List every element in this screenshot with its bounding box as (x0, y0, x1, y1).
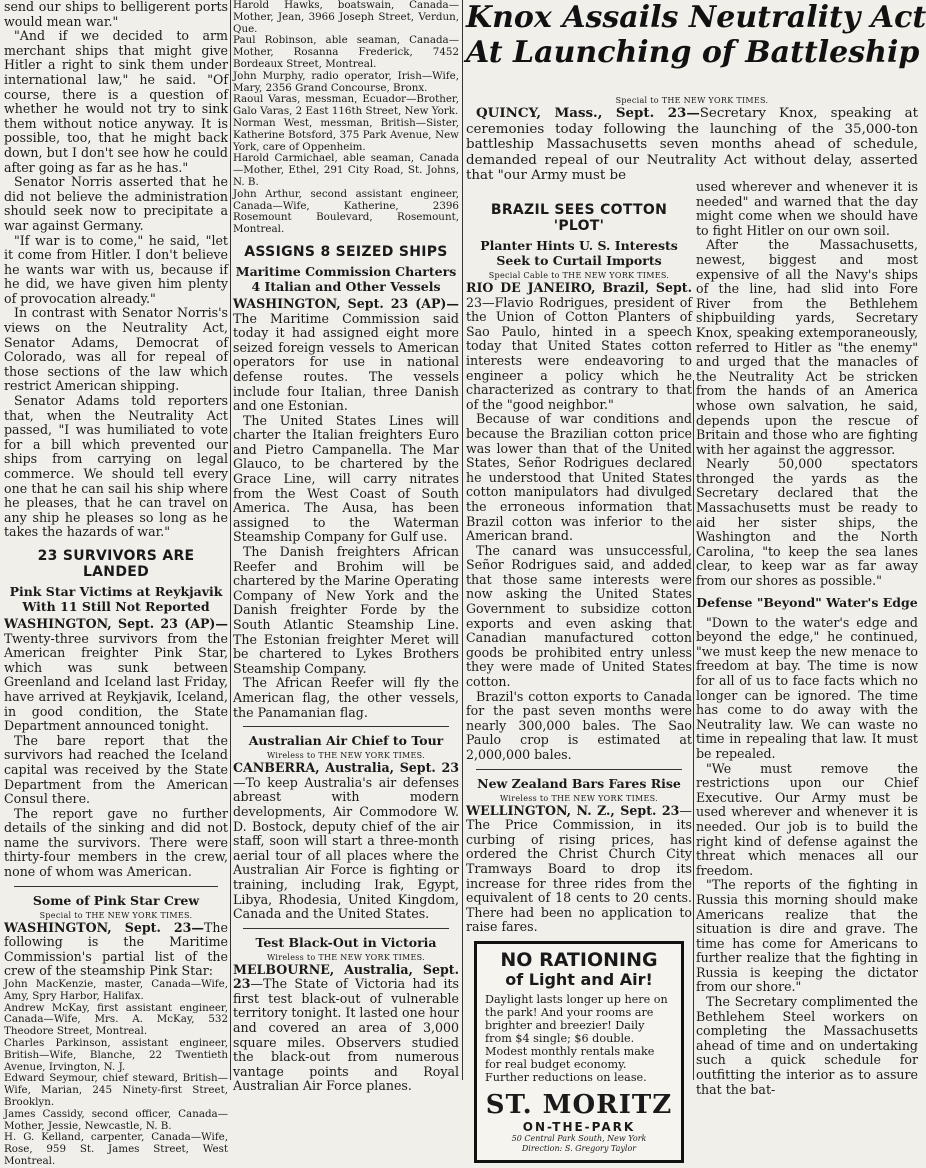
credit-line: Wireless to THE NEW YORK TIMES. (266, 952, 426, 962)
ad-subheadline: of Light and Air! (505, 969, 653, 989)
column-2 (233, 0, 459, 1094)
paragraph: send our ships to belligerent ports would mean war." (4, 0, 228, 29)
paragraph: CANBERRA, Australia, Sept. 23—To keep Australia's air defenses abreast with modern developments, Air Commodore W. D. Bostock, deputy chief of the air staff, soon will start a three-month aerial tour of all places where the Australian Air Force is fighting or training, including Irak, Egypt, Libya, Rhodesia, United Kingdom, Canada and the United States. (233, 760, 459, 922)
lead-headline (466, 0, 926, 70)
lead-story (466, 96, 918, 184)
hotel-advertisement (474, 941, 684, 1163)
paragraph: Because of war conditions and because the Brazilian cotton price was lower than that of the United States, Señor Rodrigues declared he understood that United States cotton manipulators had divulged the erroneous information that Brazil cotton was inferior to the American brand. (466, 411, 692, 544)
list-item: Raoul Varas, messman, Ecuador—Brother, Galo Varas, 2 East 116th Street, New York. (233, 93, 459, 118)
dateline: WELLINGTON, N. Z., Sept. 23 (466, 802, 680, 818)
paragraph: The report gave no further details of the sinking and did not name the survivors. There were thirty-four members in the crew, none of whom was American. (4, 805, 228, 880)
list-item: Edward Seymour, chief steward, British—Wife, Marian, 245 Ninety-first Street, Brooklyn. (4, 1072, 228, 1108)
list-item: Harold Hawks, boatswain, Canada—Mother, Jean, 3966 Joseph Street, Verdun, Que. (233, 0, 459, 35)
paragraph: WASHINGTON, Sept. 23—The following is the Maritime Commission's partial list of the crew of the steamship Pink Star: (4, 919, 228, 979)
paragraph: MELBOURNE, Australia, Sept. 23—The State of Victoria had its first test black-out of vulnerable territory tonight. It lasted one hour and covered an area of 3,000 square miles. Observers studied the black-out from numerous vantage points and Royal Australian Air Force planes. (233, 961, 459, 1094)
headline-line: Knox Assails Neutrality Act (466, 0, 926, 35)
dateline: WASHINGTON, Sept. 23 (AP)— (4, 615, 228, 631)
dateline: WASHINGTON, Sept. 23 (AP)— (233, 295, 459, 311)
dateline: QUINCY, Mass., Sept. 23— (476, 105, 700, 121)
divider (14, 886, 218, 887)
headline: Test Black-Out in Victoria (255, 934, 437, 950)
dateline: WASHINGTON, Sept. 23— (4, 919, 205, 935)
paragraph: WELLINGTON, N. Z., Sept. 23—The Price Commission, in its curbing of rising prices, has ordered the Christ Church City Tramways Board to drop its increase for three rides from the equivalent of 18 cents to 20 cents. There had been no application to raise fares. (466, 802, 692, 935)
credit-line: Special to THE NEW YORK TIMES. (39, 910, 193, 920)
headline: BRAZIL SEES COTTON 'PLOT' (490, 202, 668, 234)
paragraph: "The reports of the fighting in Russia this morning should make Americans realize that the situation is dire and grave. The time has come for Americans to further realize that the fighting in Russia is keeping the dictator from our shore." (696, 877, 918, 995)
paragraph: Brazil's cotton exports to Canada for the past seven months were nearly 300,000 bales. The Sao Paulo crop is estimated at 2,000,000 bales. (466, 688, 692, 762)
crew-list (233, 0, 459, 236)
headline: Some of Pink Star Crew (32, 892, 200, 908)
paragraph: "And if we decided to arm merchant ships that might give Hitler a right to sink them under international law," he said. "Of course, there is a question of whether he would not try to sink them without notice anyway. It is possible, too, that he might back down, but I don't see how he could after going as far as he has." (4, 28, 228, 175)
paragraph: After the Massachusetts, newest, biggest and most expensive of all the Navy's ships of the line, had slid into Fore River from the Bethlehem shipbuilding yards, Secretary Knox, speaking extemporaneously, referred to Hitler as "the enemy" and urged that the manacles of the Neutrality Act be stricken from the hands of an America whose own salvation, he said, depends upon the rescue of Britain and those who are fighting with her against the aggressor. (696, 237, 918, 457)
subheadline: Maritime Commission Charters 4 Italian and Other Vessels (235, 263, 457, 294)
paragraph: Senator Adams told reporters that, when the Neutrality Act passed, "I was humiliated to vote for a bill which prevented our ships from carrying on legal commerce. We should tell every one that he can sail his ship where he pleases, that he can travel on any ship he pleases so long as he takes the hazards of war." (4, 393, 228, 540)
paragraph: Nearly 50,000 spectators thronged the yards as the Secretary declared that the Massachusetts must be ready to aid her sister ships, the Washington and the North Carolina, "to keep the sea lanes clear, to keep war as far away from our shores as possible." (696, 456, 918, 589)
subheadline: Defense "Beyond" Water's Edge (696, 594, 918, 610)
crew-list (4, 979, 228, 1168)
column-4 (696, 179, 918, 1097)
headline: ASSIGNS 8 SEIZED SHIPS (244, 243, 448, 260)
headline: New Zealand Bars Fares Rise (477, 775, 681, 791)
paragraph: In contrast with Senator Norris's views on the Neutrality Act, Senator Adams, Democrat of Colorado, was all for repeal of those sections of the law which restrict American shipping. (4, 305, 228, 394)
headline-line: At Launching of Battleship (466, 35, 920, 70)
divider (243, 726, 449, 727)
list-item: John Arthur, second assistant engineer, Canada—Wife, Katherine, 2396 Rosemount Boulevard, Rosemount, Montreal. (233, 187, 459, 236)
paragraph: "Down to the water's edge and beyond the edge," he continued, "we must keep the new menace to freedom at bay. The time is now for all of us to face facts which no longer can be ignored. The time has come to do away with the Neutrality law. We can waste no time in repealing that law. It must be repealed. (696, 614, 918, 761)
paragraph: The Danish freighters African Reefer and Brohim will be chartered by the Marine Operating Company of New York and the Danish freighter Forde by the South Atlantic Steamship Line. The Estonian freighter Meret will be chartered to Lykes Brothers Steamship Company. (233, 544, 459, 676)
list-item: James Cassidy, second officer, Canada—Mother, Jessie, Newcastle, N. B. (4, 1107, 228, 1132)
credit-line: Wireless to THE NEW YORK TIMES. (499, 793, 659, 803)
list-item: John MacKenzie, master, Canada—Wife, Amy, Spry Harbor, Halifax. (4, 978, 228, 1002)
paragraph: The African Reefer will fly the American flag, the other vessels, the Panamanian flag. (233, 675, 459, 720)
hotel-address: 50 Central Park South, New York (511, 1133, 647, 1143)
divider (243, 928, 449, 929)
hotel-name: ST. MORITZ (485, 1089, 673, 1120)
paragraph: "If war is to come," he said, "let it come from Hitler. I don't believe he wants war with us, because if he did, we have given him plenty of provocation already." (4, 232, 228, 306)
column-3 (466, 196, 692, 1153)
paragraph: The canard was unsuccessful, Señor Rodrigues said, and added that those same interests were now asking the United States Government to subsidize cotton exports and even asking that Canadian manufactured cotton goods be prohibited entry unless they were made of United States cotton. (466, 542, 692, 690)
subheadline: Planter Hints U. S. Interests Seek to Curtail Imports (480, 238, 678, 268)
headline: 23 SURVIVORS ARE LANDED (37, 547, 195, 580)
paragraph: The Secretary complimented the Bethlehem Steel workers on completing the Massachusetts ahead of time and on undertaking such a quick schedule for outfitting the interior as to assure that the bat- (696, 994, 918, 1097)
subheadline: Pink Star Victims at Reykjavik With 11 Still Not Reported (9, 583, 223, 614)
paragraph: RIO DE JANEIRO, Brazil, Sept. 23—Flavio Rodrigues, president of the Union of Cotton Planters of Sao Paulo, hinted in a speech today that United States cotton interests were endeavoring to engineer a policy which he characterized as contrary to that of the "good neighbor." (466, 280, 692, 412)
list-item: Harold Carmichael, able seaman, Canada—Mother, Ethel, 291 City Road, St. Johns, N. B. (233, 152, 459, 188)
credit-line: Wireless to THE NEW YORK TIMES. (266, 751, 426, 761)
headline: Australian Air Chief to Tour (248, 733, 444, 749)
dateline: RIO DE JANEIRO, Brazil, Sept. (466, 280, 692, 295)
paragraph: "We must remove the restrictions upon our Chief Executive. Our Army must be used wherever and whenever it is needed. Our job is to build the right kind of defense against the threat which menaces all our freedom. (696, 760, 918, 878)
paragraph: QUINCY, Mass., Sept. 23—Secretary Knox, speaking at ceremonies today following the launching of the 35,000-ton battleship Massachusetts seven months ahead of schedule, demanded repeal of our Neutrality Act without delay, asserted that "our Army must be (466, 105, 918, 184)
list-item: Paul Robinson, able seaman, Canada—Mother, Rosanna Frederick, 7452 Bordeaux Street, Montreal. (233, 34, 459, 70)
list-item: Andrew McKay, first assistant engineer, Canada—Wife, Mrs. A. McKay, 532 Theodore Street, Montreal. (4, 1001, 228, 1038)
column-rule (693, 380, 694, 1080)
paragraph: WASHINGTON, Sept. 23 (AP)—Twenty-three survivors from the American freighter Pink Star, which was sunk between Greenland and Iceland last Friday, have arrived at Reykjavik, Iceland, in good condition, the State Department announced tonight. (4, 615, 228, 734)
column-rule (462, 0, 463, 1080)
credit-line: Special Cable to THE NEW YORK TIMES. (488, 271, 670, 280)
column-rule (230, 0, 231, 1080)
dateline: CANBERRA, Australia, Sept. 23 (233, 760, 459, 776)
list-item: Norman West, messman, British—Sister, Katherine Botsford, 375 Park Avenue, New York, care of Oppenheim. (233, 116, 459, 153)
paragraph: Senator Norris asserted that he did not believe the administration should seek now to precipitate a war against Germany. (4, 174, 228, 233)
ad-body: Daylight lasts longer up here on the park! And your rooms are brighter and breezier! Daily from $4 single; $6 double. Modest monthly rentals make for real budget economy. Further reductions on lease. (485, 992, 668, 1084)
paragraph: The United States Lines will charter the Italian freighters Euro and Pietro Campanella. The Mar Glauco, to be chartered by the Grace Line, will carry nitrates from the West Coast of South America. The Ausa, has been assigned to the Waterman Steamship Company for Gulf use. (233, 412, 459, 545)
list-item: Charles Parkinson, assistant engineer, British—Wife, Blanche, 22 Twentieth Avenue, Irvington, N. J. (4, 1037, 228, 1073)
paragraph: The bare report that the survivors had reached the Iceland capital was received by the State Department from the American Consul there. (4, 732, 228, 807)
paragraph: WASHINGTON, Sept. 23 (AP)—The Maritime Commission said today it had assigned eight more seized foreign vessels to American operators for use in national defense routes. The vessels include four Italian, three Danish and one Estonian. (233, 295, 459, 414)
ad-headline: NO RATIONING (500, 948, 658, 971)
column-1 (4, 0, 228, 1167)
dateline: MELBOURNE, Australia, Sept. 23 (233, 961, 459, 992)
paragraph: used wherever and whenever it is needed" and warned that the day might come when we should have to fight Hitler on our own soil. (696, 179, 918, 238)
list-item: John Murphy, radio operator, Irish—Wife, Mary, 2356 Grand Concourse, Bronx. (233, 69, 459, 94)
credit-line: Special to THE NEW YORK TIMES. (615, 96, 769, 105)
divider (476, 769, 682, 770)
hotel-direction: Direction: S. Gregory Taylor (521, 1143, 637, 1153)
list-item: H. G. Kelland, carpenter, Canada—Wife, Rose, 959 St. James Street, West Montreal. (4, 1131, 228, 1167)
hotel-tagline: ON-THE-PARK (522, 1119, 636, 1134)
